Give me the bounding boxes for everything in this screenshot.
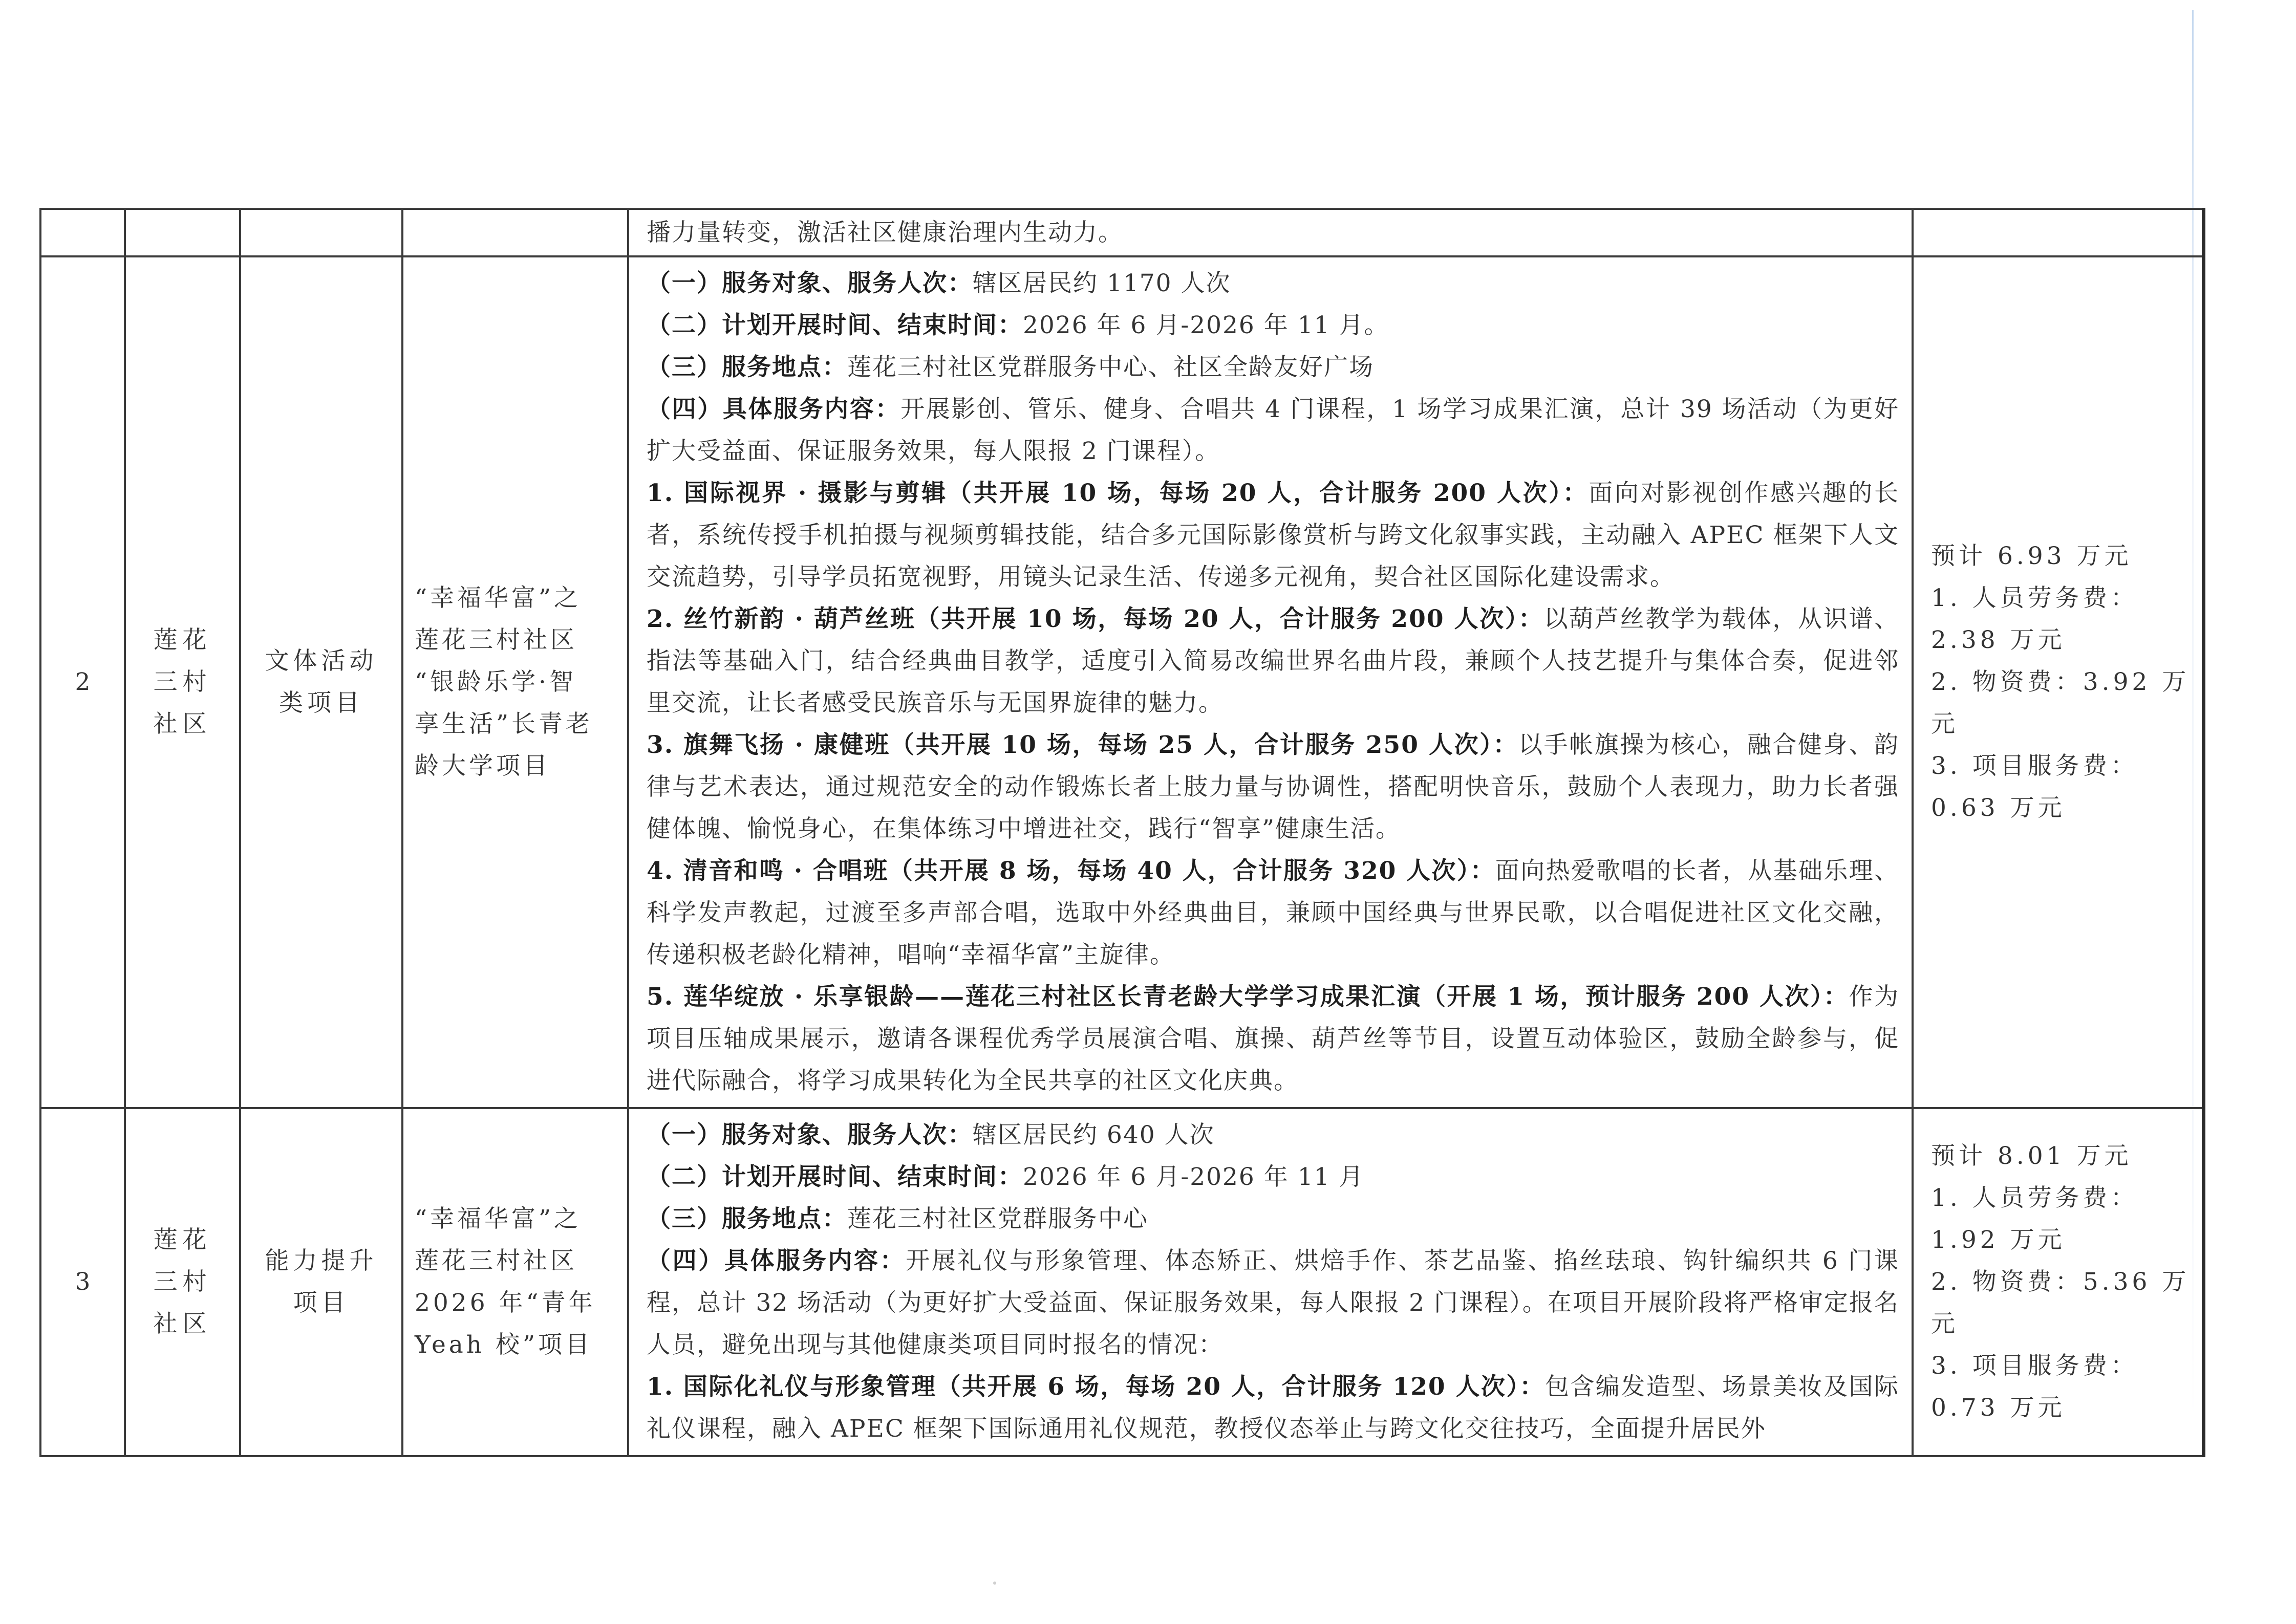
project-title-cell	[402, 1108, 628, 1456]
schedule-value: 2026 年 6 月-2026 年 11 月	[1023, 1163, 1364, 1191]
service-target-label: （一）服务对象、服务人次：	[647, 269, 973, 297]
schedule-value: 2026 年 6 月-2026 年 11 月。	[1023, 311, 1389, 339]
location-value: 莲花三村社区党群服务中心	[847, 1205, 1148, 1233]
budget-line: 3. 项目服务费：0.63 万元	[1931, 752, 2138, 822]
community-line: 社区	[153, 1310, 212, 1338]
budget-line: 2. 物资费：3.92 万元	[1931, 668, 2190, 738]
title-line: 2026 年“青年	[415, 1289, 596, 1317]
table-row	[40, 1108, 2203, 1456]
course-body: 作为项目压轴成果展示，邀请各课程优秀学员展演合唱、旗操、葫芦丝等节目，设置互动体验区，鼓励全龄参与，促进代际融合，将学习成果转化为全民共享的社区文化庆典。	[647, 983, 1899, 1095]
schedule	[647, 305, 1899, 347]
budget-cell	[1913, 256, 2203, 1108]
title-line: 享生活”长青老	[415, 710, 593, 738]
index-cell-empty	[40, 209, 125, 256]
community-line: 三村	[153, 1268, 212, 1296]
description-cell	[628, 256, 1913, 1108]
course-item	[647, 598, 1899, 724]
service-target-label: （一）服务对象、服务人次：	[647, 1121, 973, 1149]
table-row-continuation	[40, 209, 2203, 256]
course-item	[647, 472, 1899, 598]
course-body: 包含编发造型、场景美妆及国际礼仪课程，融入 APEC 框架下国际通用礼仪规范，教授仪态举止与跨文化交往技巧，全面提升居民外	[647, 1373, 1899, 1443]
course-heading: 1. 国际化礼仪与形象管理（共开展 6 场，每场 20 人，合计服务 120 人次）：	[647, 1373, 1545, 1401]
category-line: 项目	[293, 1289, 350, 1317]
course-body: 以手帐旗操为核心，融合健身、韵律与艺术表达，通过规范安全的动作锻炼长者上肢力量与协调性，搭配明快音乐，鼓励个人表现力，助力长者强健体魄、愉悦身心，在集体练习中增进社交，践行“智享”健康生活。	[647, 731, 1899, 843]
category-cell	[240, 256, 402, 1108]
community-cell	[125, 256, 240, 1108]
community-cell	[125, 1108, 240, 1456]
course-heading: 4. 清音和鸣 · 合唱班（共开展 8 场，每场 40 人，合计服务 320 人次）：	[647, 857, 1495, 885]
course-heading: 1. 国际视界 · 摄影与剪辑（共开展 10 场，每场 20 人，合计服务 200 人次）：	[647, 479, 1589, 507]
service-content-value: 开展礼仪与形象管理、体态矫正、烘焙手作、茶艺品鉴、掐丝珐琅、钩针编织共 6 门课程，总计 32 场活动（为更好扩大受益面、保证服务效果，每人限报 2 门课程）。在项目开展阶段将严格审定报名人员，避免出现与其他健康类项目同时报名的情况：	[647, 1247, 1900, 1359]
budget-line: 3. 项目服务费：0.73 万元	[1931, 1352, 2138, 1422]
schedule	[647, 1156, 1899, 1198]
budget-cell-empty	[1913, 209, 2203, 256]
title-line: 莲花三村社区	[415, 626, 577, 654]
community-line: 三村	[153, 668, 212, 696]
service-target	[647, 1114, 1899, 1156]
service-target-value: 辖区居民约 1170 人次	[973, 269, 1231, 297]
course-body: 面向对影视创作感兴趣的长者，系统传授手机拍摄与视频剪辑技能，结合多元国际影像赏析与跨文化叙事实践，主动融入 APEC 框架下人文交流趋势，引导学员拓宽视野，用镜头记录生活、传递多元视角，契合社区国际化建设需求。	[647, 479, 1899, 591]
title-line: “幸福华富”之	[415, 1205, 582, 1233]
location	[647, 1198, 1899, 1240]
community-line: 莲花	[153, 626, 212, 654]
project-table	[39, 208, 2205, 1457]
scan-artifact-dot	[993, 1582, 996, 1585]
schedule-label: （二）计划开展时间、结束时间：	[647, 1163, 1023, 1191]
community-cell-empty	[125, 209, 240, 256]
course-item	[647, 724, 1899, 850]
course-body: 以葫芦丝教学为载体，从识谱、指法等基础入门，结合经典曲目教学，适度引入简易改编世界名曲片段，兼顾个人技艺提升与集体合奏，促进邻里交流，让长者感受民族音乐与无国界旋律的魅力。	[647, 605, 1899, 717]
index-cell	[40, 1108, 125, 1456]
service-content	[647, 1240, 1899, 1366]
course-item	[647, 850, 1899, 976]
category-cell	[240, 1108, 402, 1456]
budget-line: 2. 物资费：5.36 万元	[1931, 1268, 2190, 1338]
category-line: 能力提升	[265, 1247, 378, 1275]
budget-cell	[1913, 1108, 2203, 1456]
budget-total: 预计 6.93 万元	[1931, 542, 2132, 570]
community-line: 社区	[153, 710, 212, 738]
course-heading: 3. 旗舞飞扬 · 康健班（共开展 10 场，每场 25 人，合计服务 250 人次）：	[647, 731, 1518, 759]
course-body: 面向热爱歌唱的长者，从基础乐理、科学发声教起，过渡至多声部合唱，选取中外经典曲目，兼顾中国经典与世界民歌，以合唱促进社区文化交融，传递积极老龄化精神，唱响“幸福华富”主旋律。	[647, 857, 1899, 969]
title-cell-empty	[402, 209, 628, 256]
budget-line: 1. 人员劳务费：2.38 万元	[1931, 584, 2138, 654]
row-index: 3	[75, 1268, 91, 1296]
title-line: “幸福华富”之	[415, 584, 582, 612]
location-label: （三）服务地点：	[647, 1205, 847, 1233]
title-line: Yeah 校”项目	[415, 1331, 593, 1359]
service-content-label: （四）具体服务内容：	[647, 395, 901, 423]
community-line: 莲花	[153, 1226, 212, 1254]
location-label: （三）服务地点：	[647, 353, 847, 381]
service-target-value: 辖区居民约 640 人次	[973, 1121, 1215, 1149]
course-item	[647, 1366, 1899, 1450]
title-line: 龄大学项目	[415, 752, 550, 780]
service-content-value: 开展影创、管乐、健身、合唱共 4 门课程，1 场学习成果汇演，总计 39 场活动（为更好扩大受益面、保证服务效果，每人限报 2 门课程）。	[647, 395, 1900, 465]
course-heading: 2. 丝竹新韵 · 葫芦丝班（共开展 10 场，每场 20 人，合计服务 200 人次）：	[647, 605, 1544, 633]
course-heading: 5. 莲华绽放 · 乐享银龄——莲花三村社区长青老龄大学学习成果汇演（开展 1 场，预计服务 200 人次）：	[647, 983, 1849, 1011]
location-value: 莲花三村社区党群服务中心、社区全龄友好广场	[847, 353, 1374, 381]
title-line: “银龄乐学·智	[415, 668, 576, 696]
service-content	[647, 388, 1899, 472]
schedule-label: （二）计划开展时间、结束时间：	[647, 311, 1023, 339]
course-item	[647, 976, 1899, 1102]
budget-line: 1. 人员劳务费：1.92 万元	[1931, 1184, 2138, 1254]
service-content-label: （四）具体服务内容：	[647, 1247, 906, 1275]
table-row	[40, 256, 2203, 1108]
continuation-text: 播力量转变，激活社区健康治理内生动力。	[647, 218, 1123, 247]
category-cell-empty	[240, 209, 402, 256]
service-target	[647, 263, 1899, 305]
category-line: 文体活动	[265, 647, 378, 675]
budget-total: 预计 8.01 万元	[1931, 1142, 2132, 1170]
category-line: 类项目	[279, 689, 363, 717]
index-cell	[40, 256, 125, 1108]
project-title-cell	[402, 256, 628, 1108]
row-index: 2	[75, 668, 91, 696]
title-line: 莲花三村社区	[415, 1247, 577, 1275]
description-cell	[628, 209, 1913, 256]
description-cell	[628, 1108, 1913, 1456]
location	[647, 347, 1899, 388]
